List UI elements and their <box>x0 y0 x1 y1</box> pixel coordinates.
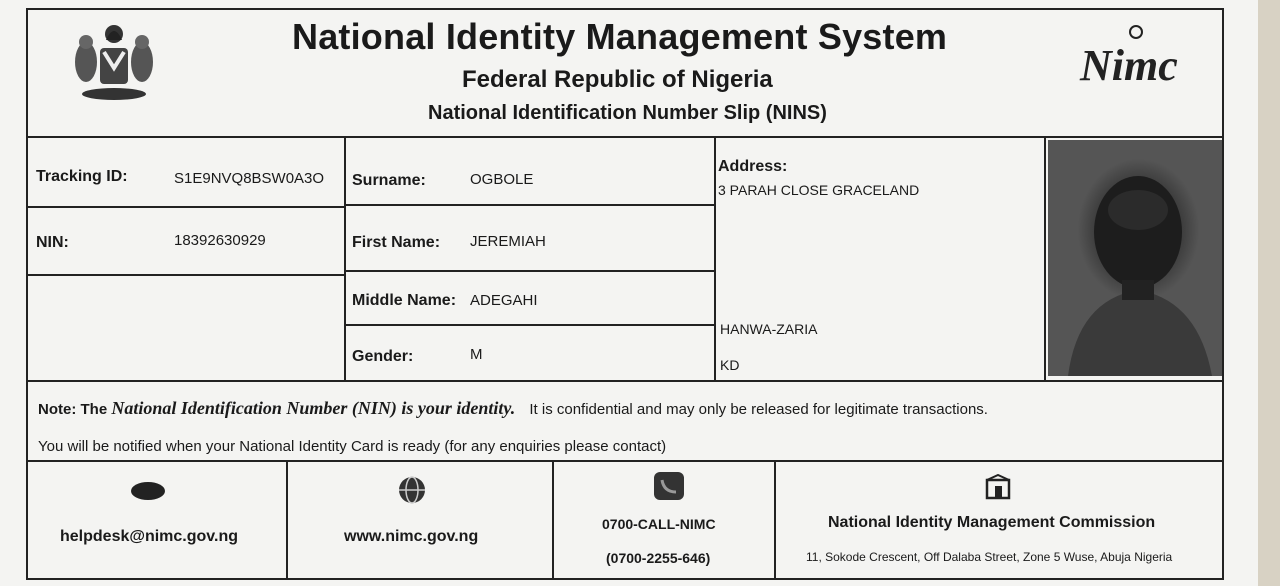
note-line-2: You will be notified when your National Identity Card is ready (for any enquiries please contact) <box>38 438 667 455</box>
footer-divider-1 <box>286 462 288 580</box>
note-top-divider <box>28 380 1222 382</box>
address-line-1: 3 PARAH CLOSE GRACELAND <box>718 182 920 198</box>
col-divider-1 <box>344 138 346 382</box>
surname-label: Surname: <box>352 172 426 189</box>
surname-value: OGBOLE <box>470 171 534 188</box>
footer-divider-3 <box>774 462 776 580</box>
address-line-2: HANWA-ZARIA <box>720 321 818 337</box>
row-divider-mid-1 <box>346 204 716 206</box>
gender-value: M <box>470 346 483 363</box>
tracking-id-label: Tracking ID: <box>36 168 128 185</box>
website: www.nimc.gov.ng <box>344 528 479 545</box>
row-divider-mid-2 <box>346 270 716 272</box>
commission-name: National Identity Management Commission <box>828 514 1156 531</box>
col-divider-3 <box>1044 138 1046 382</box>
note-suffix: It is confidential and may only be released for legitimate transactions. <box>529 401 988 418</box>
email-icon <box>128 480 168 507</box>
nin-label: NIN: <box>36 234 69 251</box>
middle-name-value: ADEGAHI <box>470 292 538 309</box>
col-divider-2 <box>714 138 716 382</box>
globe-icon <box>396 474 428 511</box>
gender-label: Gender: <box>352 348 414 365</box>
footer-divider-2 <box>552 462 554 580</box>
holder-photo <box>1048 140 1222 376</box>
building-icon <box>984 474 1012 505</box>
paper-edge <box>1258 0 1280 586</box>
coat-of-arms-icon <box>66 18 162 107</box>
address-line-3: KD <box>720 357 740 373</box>
footer-top-divider <box>28 460 1222 462</box>
header-divider <box>28 136 1222 138</box>
phone-icon <box>652 470 686 507</box>
nin-slip <box>26 8 1224 580</box>
tracking-id-value: S1E9NVQ8BSW0A3O <box>174 170 325 187</box>
note-prefix: Note: The <box>38 401 108 418</box>
first-name-label: First Name: <box>352 234 441 251</box>
nimc-logo-icon <box>1078 22 1178 97</box>
nin-value: 18392630929 <box>174 232 266 249</box>
middle-name-label: Middle Name: <box>352 292 457 309</box>
slip-title: National Identification Number Slip (NINS) <box>428 102 827 124</box>
row-divider-left-2 <box>28 274 346 276</box>
phone-primary: 0700-CALL-NIMC <box>602 516 716 532</box>
commission-address: 11, Sokode Crescent, Off Dalaba Street, Zone 5 Wuse, Abuja Nigeria <box>806 550 1173 564</box>
row-divider-mid-3 <box>346 324 716 326</box>
row-divider-left-1 <box>28 206 346 208</box>
note-text <box>38 398 988 419</box>
page-title: National Identity Management System <box>292 16 948 57</box>
first-name-value: JEREMIAH <box>470 233 546 250</box>
phone-secondary: (0700-2255-646) <box>606 550 711 566</box>
note-emphasis: National Identification Number (NIN) is your identity. <box>111 398 516 418</box>
nimc-logo-text: Nimc <box>1080 41 1178 90</box>
country-subtitle: Federal Republic of Nigeria <box>462 66 773 93</box>
helpdesk-email: helpdesk@nimc.gov.ng <box>60 528 238 545</box>
address-label: Address: <box>718 158 788 175</box>
